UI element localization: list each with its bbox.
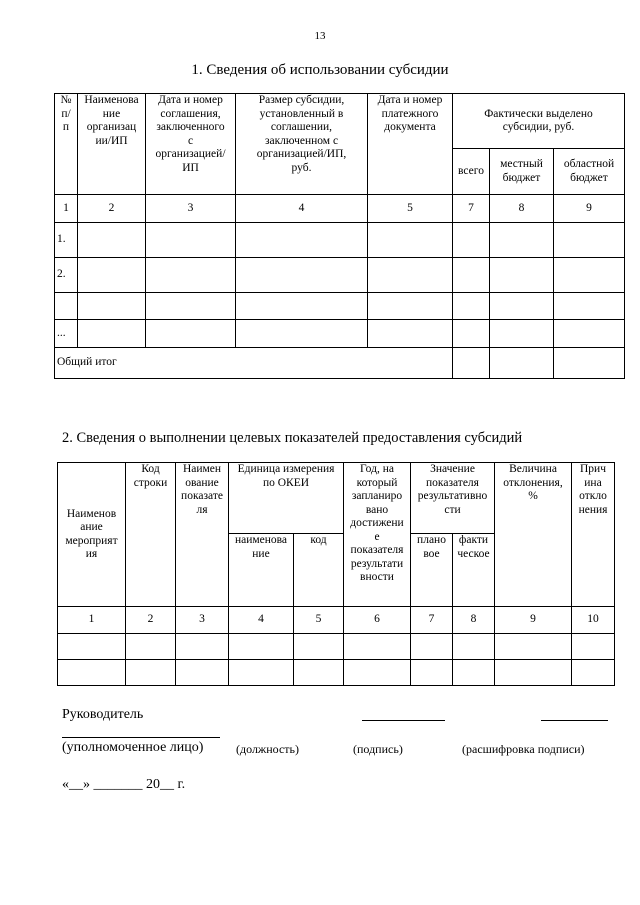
header-total: всего [453,149,490,195]
column-numbers-row [58,607,615,634]
header-num: № п/ п [55,94,78,195]
col-num: 7 [411,607,453,634]
header-year: Год, на который запланиро вано достижени е показателя результати вности [344,463,411,607]
col-num: 5 [294,607,344,634]
header-local-budget: местный бюджет [490,149,554,195]
col-num: 10 [572,607,615,634]
col-num: 8 [453,607,495,634]
total-row [55,348,625,379]
target-indicators-table [57,462,615,686]
col-num: 8 [490,195,554,223]
header-planned: плано вое [411,534,453,607]
col-num: 5 [368,195,453,223]
col-num: 1 [58,607,126,634]
sign-label: (подпись) [353,742,403,756]
col-num: 4 [229,607,294,634]
total-row-label: Общий итог [55,348,453,379]
position-label: (должность) [236,742,299,756]
header-reason: Прич ина откло нения [572,463,615,607]
table-row [55,258,625,293]
row-label: ... [55,320,78,348]
table-row [55,223,625,258]
row-label [55,293,78,320]
table-row [58,634,615,660]
header-deviation: Величина отклонения, % [495,463,572,607]
header-row-code: Код строки [126,463,176,607]
position-line [362,720,445,721]
header-agreement: Дата и номер соглашения, заключенного с организацией/ ИП [146,94,236,195]
table-row [55,293,625,320]
header-actual: факти ческое [453,534,495,607]
head-label: Руководитель [62,707,144,722]
header-regional-budget: областной бюджет [554,149,625,195]
header-event-name: Наименов ание мероприят ия [58,463,126,607]
header-org-name: Наименова ние организац ии/ИП [78,94,146,195]
page-number: 13 [314,30,326,42]
header-value-group: Значение показателя результативно сти [411,463,495,534]
col-num: 9 [495,607,572,634]
col-num: 3 [176,607,229,634]
authorized-label: (уполномоченное лицо) [62,740,204,755]
date-line: «__» _______ 20__ г. [62,777,186,792]
table-row [58,660,615,686]
section1-title: 1. Сведения об использовании субсидии [191,62,449,78]
header-unit-name: наименова ние [229,534,294,607]
col-num: 6 [344,607,411,634]
row-label: 1. [55,223,78,258]
column-numbers-row [55,195,625,223]
header-actual-group: Фактически выделено субсидии, руб. [453,94,625,149]
col-num: 9 [554,195,625,223]
row-label: 2. [55,258,78,293]
subsidy-usage-table [54,93,625,379]
authorized-line [62,737,220,738]
col-num: 7 [453,195,490,223]
header-payment-doc: Дата и номер платежного документа [368,94,453,195]
col-num: 2 [126,607,176,634]
header-subsidy-size: Размер субсидии, установленный в соглашении, заключенном с организацией/ИП, руб. [236,94,368,195]
col-num: 1 [55,195,78,223]
header-unit-code: код [294,534,344,607]
table-row [55,320,625,348]
header-indicator-name: Наимен ование показате ля [176,463,229,607]
section2-title: 2. Сведения о выполнении целевых показателей предоставления субсидий [62,430,523,446]
decode-label: (расшифровка подписи) [462,742,585,756]
decode-line [541,720,608,721]
col-num: 2 [78,195,146,223]
col-num: 4 [236,195,368,223]
header-unit-group: Единица измерения по ОКЕИ [229,463,344,534]
col-num: 3 [146,195,236,223]
